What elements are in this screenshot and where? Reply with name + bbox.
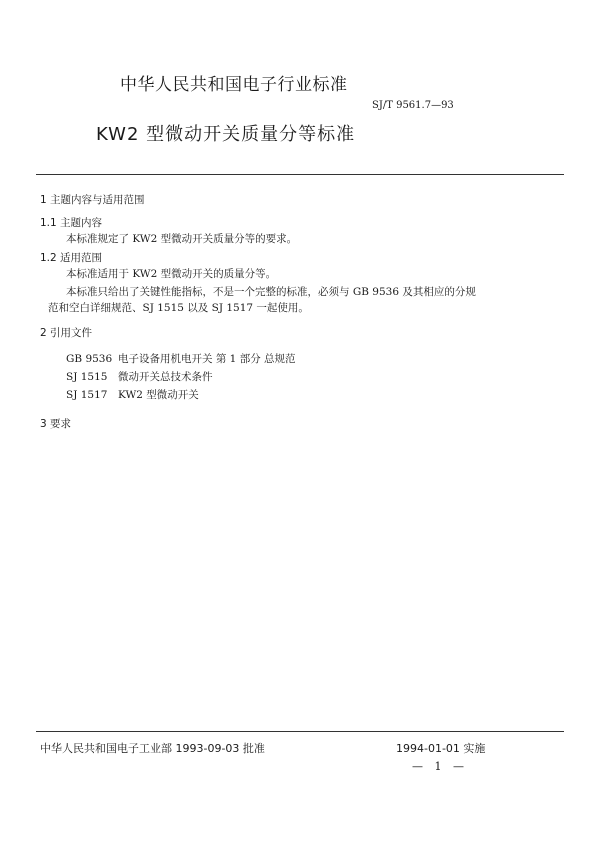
approval-note: 中华人民共和国电子工业部 1993-09-03 批准 <box>40 742 265 755</box>
reference-name: 电子设备用机电开关 第 1 部分 总规范 <box>118 353 296 365</box>
section-1-1-heading: 1.1 主题内容 <box>40 217 103 229</box>
document-title: KW2 型微动开关质量分等标准 <box>96 124 356 145</box>
reference-name: KW2 型微动开关 <box>118 389 199 401</box>
effective-date: 1994-01-01 实施 <box>396 742 486 755</box>
reference-item <box>66 350 296 368</box>
section-1-1-body: 本标准规定了 KW2 型微动开关质量分等的要求。 <box>66 233 298 245</box>
reference-list <box>66 350 296 404</box>
section-3-heading: 3 要求 <box>40 418 72 430</box>
header-divider <box>36 174 564 175</box>
page-number: — 1 — <box>412 760 468 773</box>
reference-code: GB 9536 <box>66 353 113 365</box>
footer-divider <box>36 731 564 732</box>
section-1-2-body-line3: 范和空白详细规范、SJ 1515 以及 SJ 1517 一起使用。 <box>48 302 309 314</box>
reference-name: 微动开关总技术条件 <box>118 371 213 383</box>
reference-item <box>66 386 296 404</box>
section-1-2-body-line1: 本标准适用于 KW2 型微动开关的质量分等。 <box>66 268 277 280</box>
issuing-body: 中华人民共和国电子行业标准 <box>120 75 348 95</box>
section-1-2-heading: 1.2 适用范围 <box>40 252 103 264</box>
reference-code: SJ 1517 <box>66 389 108 401</box>
section-1-heading: 1 主题内容与适用范围 <box>40 194 145 206</box>
section-2-heading: 2 引用文件 <box>40 327 93 339</box>
reference-code: SJ 1515 <box>66 371 108 383</box>
section-1-2-body-line2: 本标准只给出了关键性能指标，不是一个完整的标准，必须与 GB 9536 及其相应的分规 <box>66 286 476 298</box>
reference-item <box>66 368 296 386</box>
standard-number: SJ/T 9561.7—93 <box>372 100 454 111</box>
